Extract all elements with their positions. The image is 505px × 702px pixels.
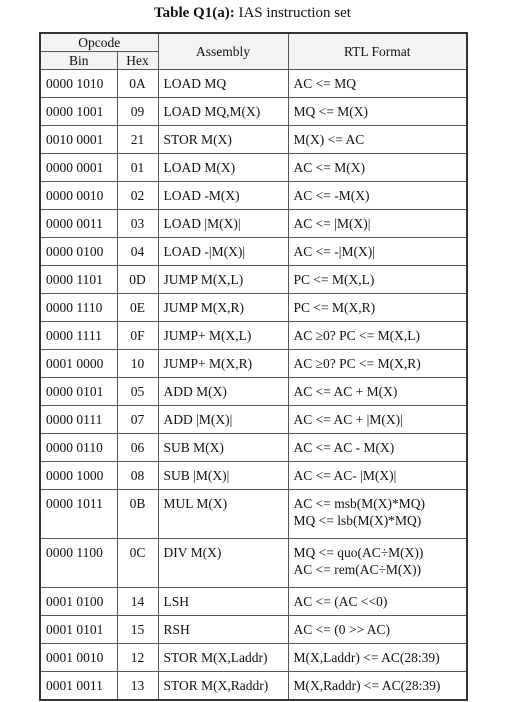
cell-bin: 0000 1001	[40, 98, 117, 126]
cell-bin: 0010 0001	[40, 126, 117, 154]
cell-hex: 12	[117, 644, 158, 672]
header-bin: Bin	[40, 52, 117, 70]
cell-bin: 0000 1101	[40, 266, 117, 294]
cell-bin: 0001 0101	[40, 616, 117, 644]
table-row	[40, 406, 467, 434]
cell-assembly: LOAD -M(X)	[158, 182, 288, 210]
cell-rtl	[288, 70, 467, 98]
table-row	[40, 98, 467, 126]
cell-hex: 14	[117, 588, 158, 616]
cell-assembly: ADD |M(X)|	[158, 406, 288, 434]
rtl-line: AC <= rem(AC÷M(X))	[293, 562, 422, 577]
cell-rtl	[288, 406, 467, 434]
cell-assembly: JUMP M(X,L)	[158, 266, 288, 294]
table-row	[40, 266, 467, 294]
table-row	[40, 539, 467, 588]
cell-assembly: LOAD MQ	[158, 70, 288, 98]
caption-label: Table Q1(a):	[154, 5, 235, 21]
cell-hex: 04	[117, 238, 158, 266]
rtl-line: M(X,Raddr) <= AC(28:39)	[293, 678, 441, 693]
rtl-line: AC <= -M(X)	[293, 188, 370, 203]
cell-bin: 0000 0111	[40, 406, 117, 434]
header-assembly: Assembly	[158, 33, 288, 70]
table-row	[40, 182, 467, 210]
table-row	[40, 126, 467, 154]
cell-rtl	[288, 238, 467, 266]
rtl-line: PC <= M(X,L)	[293, 272, 375, 287]
ias-instruction-table	[39, 32, 468, 701]
rtl-line: AC <= -|M(X)|	[293, 244, 375, 259]
cell-hex: 08	[117, 462, 158, 490]
cell-bin: 0000 0110	[40, 434, 117, 462]
cell-hex: 0D	[117, 266, 158, 294]
cell-assembly: MUL M(X)	[158, 490, 288, 539]
cell-rtl	[288, 350, 467, 378]
table-row	[40, 350, 467, 378]
cell-rtl	[288, 266, 467, 294]
cell-rtl	[288, 294, 467, 322]
table-row	[40, 434, 467, 462]
cell-assembly: STOR M(X)	[158, 126, 288, 154]
cell-hex: 01	[117, 154, 158, 182]
cell-assembly: JUMP+ M(X,R)	[158, 350, 288, 378]
cell-rtl	[288, 490, 467, 539]
cell-bin: 0000 0101	[40, 378, 117, 406]
cell-assembly: SUB M(X)	[158, 434, 288, 462]
rtl-line: AC <= MQ	[293, 76, 356, 91]
rtl-line: AC <= |M(X)|	[293, 216, 371, 231]
table-row	[40, 490, 467, 539]
cell-assembly: STOR M(X,Laddr)	[158, 644, 288, 672]
cell-assembly: LOAD -|M(X)|	[158, 238, 288, 266]
cell-bin: 0000 1010	[40, 70, 117, 98]
rtl-line: MQ <= quo(AC÷M(X))	[293, 545, 424, 560]
cell-assembly: LOAD M(X)	[158, 154, 288, 182]
cell-rtl	[288, 434, 467, 462]
rtl-line: AC <= AC- |M(X)|	[293, 468, 397, 483]
cell-hex: 0E	[117, 294, 158, 322]
rtl-line: AC <= AC + M(X)	[293, 384, 398, 399]
cell-bin: 0000 1011	[40, 490, 117, 539]
table-body	[40, 70, 467, 701]
table-row	[40, 322, 467, 350]
cell-bin: 0000 1111	[40, 322, 117, 350]
cell-assembly: JUMP+ M(X,L)	[158, 322, 288, 350]
cell-assembly: STOR M(X,Raddr)	[158, 672, 288, 701]
cell-hex: 10	[117, 350, 158, 378]
cell-rtl	[288, 154, 467, 182]
rtl-line: MQ <= lsb(M(X)*MQ)	[293, 513, 422, 528]
table-caption	[0, 4, 505, 22]
cell-assembly: ADD M(X)	[158, 378, 288, 406]
cell-rtl	[288, 539, 467, 588]
rtl-line: PC <= M(X,R)	[293, 300, 376, 315]
cell-assembly: LSH	[158, 588, 288, 616]
cell-rtl	[288, 588, 467, 616]
table-row	[40, 70, 467, 98]
rtl-line: AC <= (0 >> AC)	[293, 622, 390, 637]
cell-bin: 0001 0100	[40, 588, 117, 616]
rtl-line: AC <= M(X)	[293, 160, 365, 175]
cell-hex: 0F	[117, 322, 158, 350]
cell-assembly: RSH	[158, 616, 288, 644]
cell-rtl	[288, 378, 467, 406]
cell-bin: 0000 0001	[40, 154, 117, 182]
cell-bin: 0000 0010	[40, 182, 117, 210]
cell-hex: 15	[117, 616, 158, 644]
rtl-line: MQ <= M(X)	[293, 104, 368, 119]
cell-hex: 0C	[117, 539, 158, 588]
cell-bin: 0000 1110	[40, 294, 117, 322]
cell-hex: 0B	[117, 490, 158, 539]
header-rtl-format: RTL Format	[288, 33, 467, 70]
cell-hex: 02	[117, 182, 158, 210]
cell-hex: 0A	[117, 70, 158, 98]
header-hex: Hex	[117, 52, 158, 70]
cell-bin: 0001 0010	[40, 644, 117, 672]
rtl-line: AC ≥0? PC <= M(X,R)	[293, 356, 421, 371]
rtl-line: AC <= AC - M(X)	[293, 440, 395, 455]
cell-rtl	[288, 462, 467, 490]
rtl-line: AC <= msb(M(X)*MQ)	[293, 496, 425, 511]
cell-bin: 0001 0000	[40, 350, 117, 378]
cell-hex: 05	[117, 378, 158, 406]
cell-hex: 13	[117, 672, 158, 701]
cell-rtl	[288, 126, 467, 154]
header-opcode: Opcode	[40, 33, 158, 52]
table-row	[40, 378, 467, 406]
cell-assembly: DIV M(X)	[158, 539, 288, 588]
table-row	[40, 210, 467, 238]
cell-hex: 03	[117, 210, 158, 238]
table-row	[40, 588, 467, 616]
cell-assembly: LOAD |M(X)|	[158, 210, 288, 238]
cell-bin: 0000 0011	[40, 210, 117, 238]
cell-rtl	[288, 672, 467, 701]
table-row	[40, 644, 467, 672]
cell-rtl	[288, 616, 467, 644]
table-row	[40, 294, 467, 322]
cell-assembly: LOAD MQ,M(X)	[158, 98, 288, 126]
cell-bin: 0000 1000	[40, 462, 117, 490]
table-row	[40, 672, 467, 701]
rtl-line: AC ≥0? PC <= M(X,L)	[293, 328, 421, 343]
rtl-line: M(X) <= AC	[293, 132, 365, 147]
table-row	[40, 462, 467, 490]
cell-rtl	[288, 644, 467, 672]
cell-hex: 07	[117, 406, 158, 434]
table-row	[40, 154, 467, 182]
table-row	[40, 616, 467, 644]
cell-bin: 0000 1100	[40, 539, 117, 588]
rtl-line: AC <= (AC <<0)	[293, 594, 388, 609]
cell-hex: 06	[117, 434, 158, 462]
cell-bin: 0000 0100	[40, 238, 117, 266]
caption-text: IAS instruction set	[234, 5, 351, 21]
cell-rtl	[288, 182, 467, 210]
cell-assembly: SUB |M(X)|	[158, 462, 288, 490]
rtl-line: AC <= AC + |M(X)|	[293, 412, 403, 427]
cell-rtl	[288, 98, 467, 126]
cell-rtl	[288, 322, 467, 350]
cell-assembly: JUMP M(X,R)	[158, 294, 288, 322]
rtl-line: M(X,Laddr) <= AC(28:39)	[293, 650, 440, 665]
cell-rtl	[288, 210, 467, 238]
cell-hex: 09	[117, 98, 158, 126]
cell-hex: 21	[117, 126, 158, 154]
table-row	[40, 238, 467, 266]
cell-bin: 0001 0011	[40, 672, 117, 701]
